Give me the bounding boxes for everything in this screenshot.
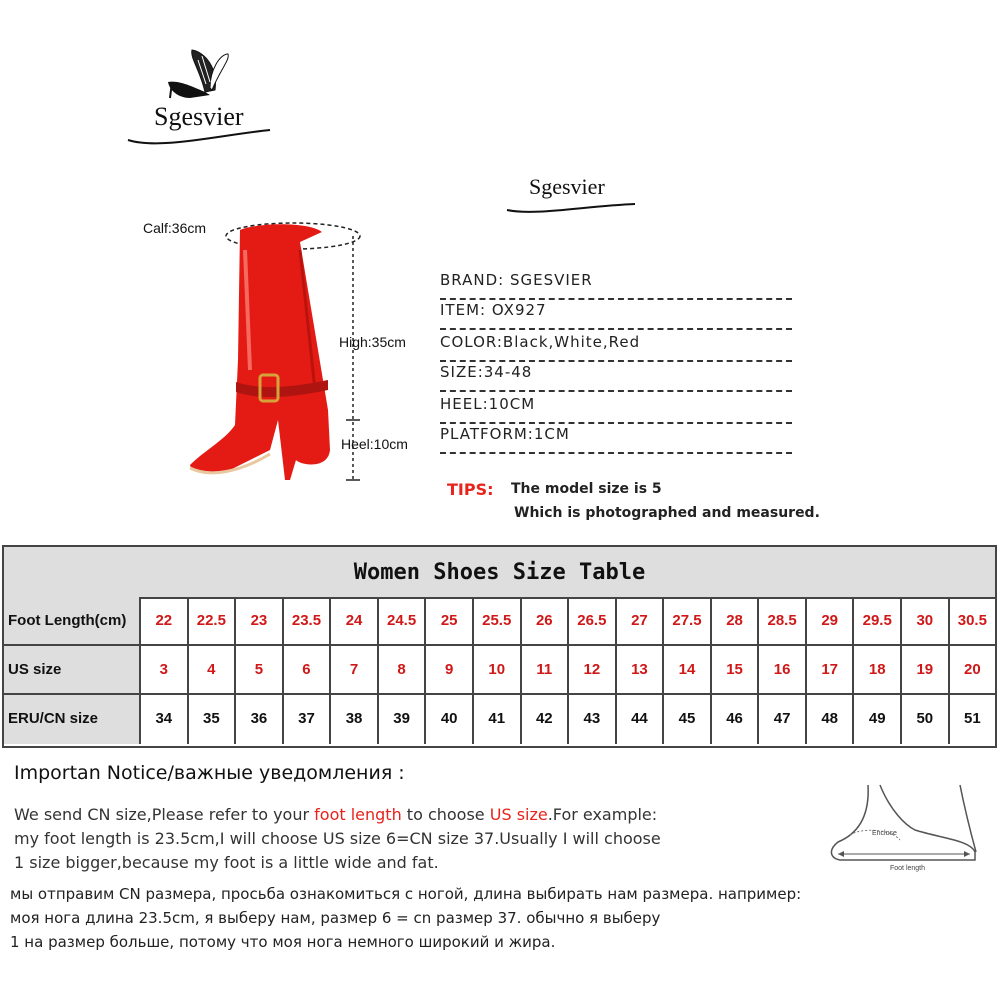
table-cell: 42 bbox=[522, 695, 570, 744]
table-cell: 7 bbox=[331, 646, 379, 693]
row-header: Foot Length(cm) bbox=[4, 597, 141, 644]
notice-text: to choose bbox=[401, 805, 490, 824]
heel-measurement: Heel:10cm bbox=[341, 436, 408, 452]
table-cell: 9 bbox=[426, 646, 474, 693]
table-cell: 41 bbox=[474, 695, 522, 744]
table-cell: 19 bbox=[902, 646, 950, 693]
table-cell: 34 bbox=[141, 695, 189, 744]
table-cell: 23 bbox=[236, 597, 284, 644]
notice-title: Importan Notice/важные уведомления : bbox=[14, 762, 405, 784]
table-cell: 23.5 bbox=[284, 597, 332, 644]
table-cell: 4 bbox=[189, 646, 237, 693]
table-cell: 48 bbox=[807, 695, 855, 744]
notice-en-line-1 bbox=[14, 805, 657, 824]
table-cell: 24 bbox=[331, 597, 379, 644]
table-cell: 36 bbox=[236, 695, 284, 744]
row-header: ERU/CN size bbox=[4, 695, 141, 744]
table-cell: 38 bbox=[331, 695, 379, 744]
table-cell: 50 bbox=[902, 695, 950, 744]
table-cell: 28.5 bbox=[759, 597, 807, 644]
table-cell: 25.5 bbox=[474, 597, 522, 644]
table-cell: 39 bbox=[379, 695, 427, 744]
logo-top-text: Sgesvier bbox=[154, 102, 244, 131]
table-cell: 27.5 bbox=[664, 597, 712, 644]
table-cell: 40 bbox=[426, 695, 474, 744]
table-cell: 47 bbox=[759, 695, 807, 744]
table-cell: 8 bbox=[379, 646, 427, 693]
notice-text: .For example: bbox=[547, 805, 658, 824]
table-cell: 44 bbox=[617, 695, 665, 744]
table-cell: 26 bbox=[522, 597, 570, 644]
foot-length-label: Foot length bbox=[890, 865, 926, 872]
table-cell: 17 bbox=[807, 646, 855, 693]
butterfly-heel-icon bbox=[120, 40, 290, 160]
row-header: US size bbox=[4, 646, 141, 693]
table-cell: 22.5 bbox=[189, 597, 237, 644]
spec-color: COLOR:Black,White,Red bbox=[440, 332, 792, 362]
table-cell: 18 bbox=[854, 646, 902, 693]
highlight-us-size: US size bbox=[489, 805, 548, 824]
table-row-us-size bbox=[4, 646, 995, 695]
logo-swoosh-icon bbox=[505, 172, 640, 222]
notice-ru-line-2: моя нога длина 23.5cm, я выберу нам, размер 6 = cn размер 37. обычно я выберу bbox=[10, 909, 661, 927]
notice-en-line-3: 1 size bigger,because my foot is a little wide and fat. bbox=[14, 853, 439, 872]
table-cell: 3 bbox=[141, 646, 189, 693]
spec-brand: BRAND: SGESVIER bbox=[440, 270, 792, 300]
tips-label: TIPS: bbox=[447, 480, 494, 499]
table-row-eru-cn-size bbox=[4, 695, 995, 744]
tips-line-2: Which is photographed and measured. bbox=[514, 505, 820, 521]
notice-ru-line-3: 1 на размер больше, потому что моя нога немного широкий и жира. bbox=[10, 933, 556, 951]
table-title: Women Shoes Size Table bbox=[4, 547, 995, 599]
notice-en-line-2: my foot length is 23.5cm,I will choose US size 6=CN size 37.Usually I will choose bbox=[14, 829, 661, 848]
table-cell: 26.5 bbox=[569, 597, 617, 644]
table-cell: 5 bbox=[236, 646, 284, 693]
table-cell: 46 bbox=[712, 695, 760, 744]
size-table bbox=[2, 545, 997, 748]
table-cell: 45 bbox=[664, 695, 712, 744]
table-cell: 27 bbox=[617, 597, 665, 644]
table-row-foot-length bbox=[4, 597, 995, 646]
table-cell: 51 bbox=[964, 710, 981, 727]
table-cell: 29.5 bbox=[854, 597, 902, 644]
calf-measurement: Calf:36cm bbox=[143, 220, 207, 236]
table-cell: 20 bbox=[964, 661, 981, 678]
table-cell: 13 bbox=[617, 646, 665, 693]
table-cell: 35 bbox=[189, 695, 237, 744]
brand-logo-top bbox=[120, 40, 290, 160]
highlight-foot-length: foot length bbox=[314, 805, 402, 824]
brand-logo-mid bbox=[505, 172, 640, 222]
notice-ru-line-1: мы отправим CN размера, просьба ознакомиться с ногой, длина выбирать нам размера. например: bbox=[10, 885, 802, 903]
table-cell: 29 bbox=[807, 597, 855, 644]
table-cell: 12 bbox=[569, 646, 617, 693]
spec-size: SIZE:34-48 bbox=[440, 362, 792, 392]
spec-platform: PLATFORM:1CM bbox=[440, 424, 792, 454]
table-cell: 10 bbox=[474, 646, 522, 693]
table-cell: 11 bbox=[522, 646, 570, 693]
table-cell: 30.5 bbox=[957, 612, 987, 629]
notice-text: We send CN size,Please refer to your bbox=[14, 805, 315, 824]
table-cell: 28 bbox=[712, 597, 760, 644]
spec-heel: HEEL:10CM bbox=[440, 394, 792, 424]
enclose-label: Enclose bbox=[872, 830, 897, 837]
height-measurement: High:35cm bbox=[339, 334, 406, 350]
logo-mid-text: Sgesvier bbox=[529, 174, 605, 199]
table-cell: 16 bbox=[759, 646, 807, 693]
table-cell: 14 bbox=[664, 646, 712, 693]
foot-measure-diagram bbox=[820, 780, 990, 880]
table-cell: 6 bbox=[284, 646, 332, 693]
table-cell: 37 bbox=[284, 695, 332, 744]
table-cell: 25 bbox=[426, 597, 474, 644]
table-cell: 24.5 bbox=[379, 597, 427, 644]
table-cell: 43 bbox=[569, 695, 617, 744]
table-cell: 22 bbox=[141, 597, 189, 644]
tips-line-1: The model size is 5 bbox=[511, 481, 662, 497]
red-boot-illustration bbox=[150, 210, 370, 490]
table-cell: 49 bbox=[854, 695, 902, 744]
table-cell: 15 bbox=[712, 646, 760, 693]
table-cell: 30 bbox=[902, 597, 950, 644]
spec-item: ITEM: OX927 bbox=[440, 300, 792, 330]
